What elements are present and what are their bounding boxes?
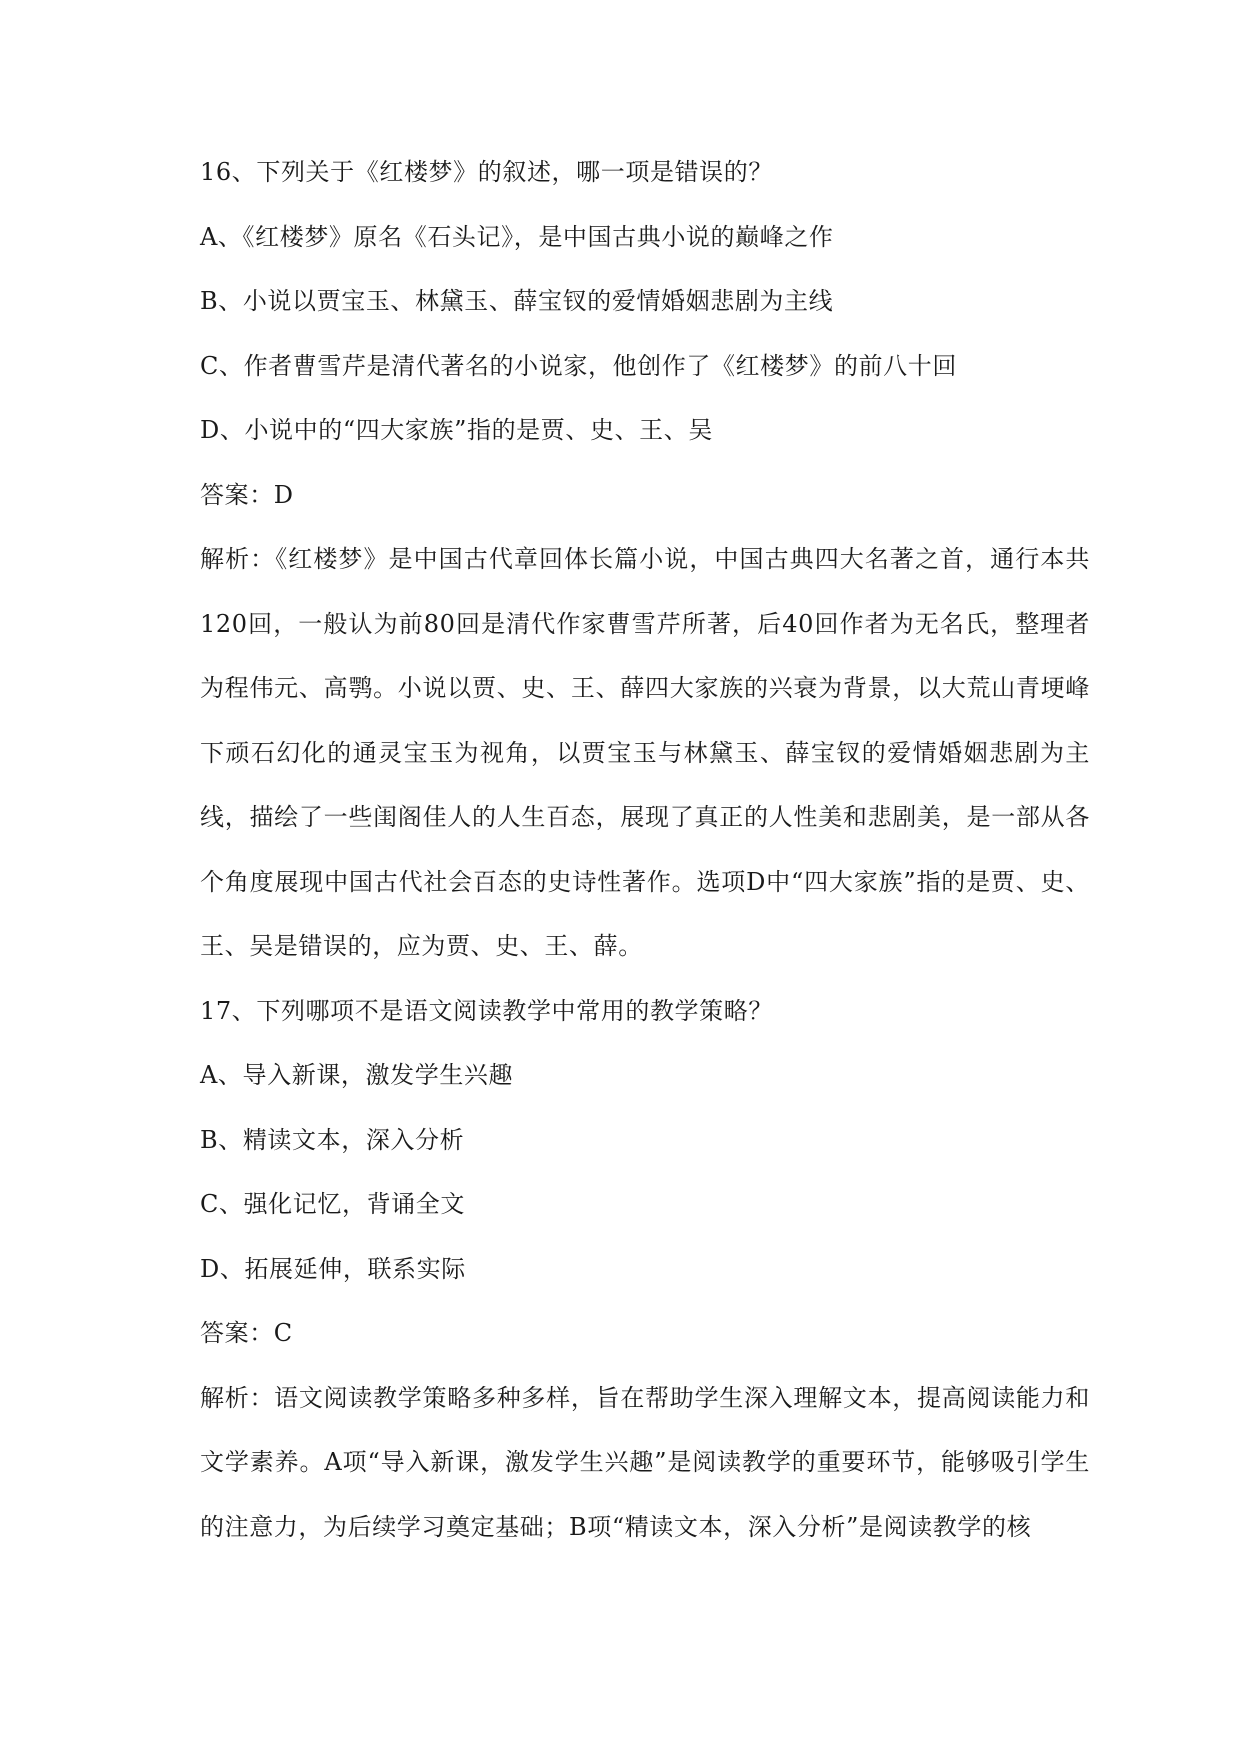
q17-option-c: C、强化记忆，背诵全文: [200, 1190, 465, 1218]
q17-answer: 答案：C: [200, 1319, 293, 1347]
q16-option-d: D、小说中的“四大家族”指的是贾、史、王、吴: [200, 416, 713, 444]
q16-analysis: 解析：《红楼梦》是中国古代章回体长篇小说，中国古典四大名著之首，通行本共120回，一般认为前80回是清代作家曹雪芹所著，后40回作者为无名氏，整理者为程伟元、高鹗。小说以贾、史、王、薛四大家族的兴衰为背景，以大荒山青埂峰下顽石幻化的通灵宝玉为视角，以贾宝玉与林黛玉、薛宝钗的爱情婚姻悲剧为主线，描绘了一些闺阁佳人的人生百态，展现了真正的人性美和悲剧美，是一部从各个角度展现中国古代社会百态的史诗性著作。选项D中“四大家族”指的是贾、史、王、吴是错误的，应为贾、史、王、薛。: [200, 545, 1090, 960]
q17-option-d: D、拓展延伸，联系实际: [200, 1254, 466, 1283]
q17-option-b: B、精读文本，深入分析: [200, 1125, 465, 1154]
q17-analysis: 解析：语文阅读教学策略多种多样，旨在帮助学生深入理解文本，提高阅读能力和文学素养。A项“导入新课，激发学生兴趣”是阅读教学的重要环节，能够吸引学生的注意力，为后续学习奠定基础；B项“精读文本，深入分析”是阅读教学的核: [200, 1383, 1090, 1541]
question-16: 16、下列关于《红楼梦》的叙述，哪一项是错误的？: [200, 158, 773, 186]
document-content: [200, 140, 1090, 1559]
q16-option-a: A、《红楼梦》原名《石头记》，是中国古典小说的巅峰之作: [200, 222, 834, 251]
question-17: 17、下列哪项不是语文阅读教学中常用的教学策略？: [200, 996, 773, 1025]
q17-option-a: A、导入新课，激发学生兴趣: [200, 1061, 514, 1089]
q16-answer: 答案：D: [200, 480, 294, 509]
q16-option-b: B、小说以贾宝玉、林黛玉、薛宝钗的爱情婚姻悲剧为主线: [200, 287, 834, 315]
q16-option-c: C、作者曹雪芹是清代著名的小说家，他创作了《红楼梦》的前八十回: [200, 351, 957, 380]
